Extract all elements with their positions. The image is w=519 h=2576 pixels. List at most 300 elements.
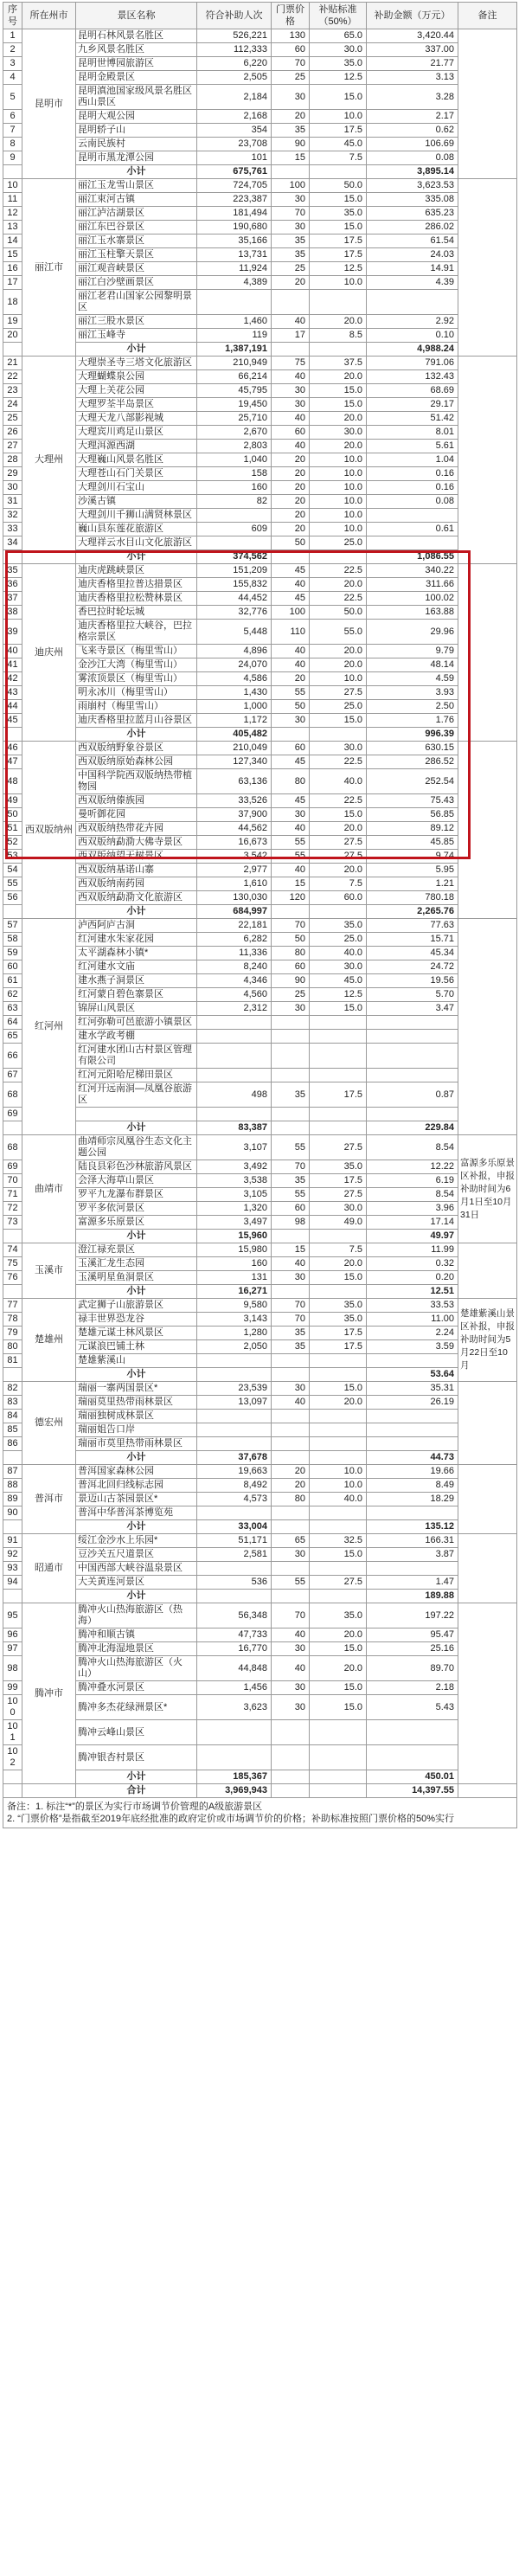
amount-cell: 5.61: [367, 440, 458, 453]
table-row: [3, 57, 517, 71]
price-cell: 80: [272, 947, 310, 960]
subtotal-visitors: 675,761: [197, 165, 272, 179]
row-index: 98: [3, 1656, 22, 1681]
price-cell: 50: [272, 536, 310, 550]
row-index: 80: [3, 1340, 22, 1354]
total-label: 合计: [76, 1784, 197, 1798]
row-index: 83: [3, 1396, 22, 1410]
amount-cell: 0.08: [367, 151, 458, 165]
table-row: [3, 412, 517, 426]
price-cell: 45: [272, 564, 310, 578]
visitors-cell: 11,336: [197, 947, 272, 960]
amount-cell: 5.70: [367, 988, 458, 1002]
table-row: [3, 769, 517, 794]
subtotal-visitors: 374,562: [197, 550, 272, 564]
price-cell: 35: [272, 1327, 310, 1340]
scenic-name: 大理蝴蝶泉公园: [76, 370, 197, 384]
standard-cell: 35.0: [310, 57, 367, 71]
scenic-name: 巍山县东莲花旅游区: [76, 523, 197, 536]
scenic-name: 玉溪汇龙生态园: [76, 1257, 197, 1271]
header-subsidy-standard: 补贴标准（50%）: [310, 3, 367, 29]
remark-cell: [458, 179, 517, 357]
standard-cell: 30.0: [310, 1202, 367, 1216]
amount-cell: 26.19: [367, 1396, 458, 1410]
subtotal-visitors: 83,387: [197, 1121, 272, 1135]
amount-cell: [367, 1108, 458, 1121]
table-row: [3, 1656, 517, 1681]
standard-cell: 25.0: [310, 700, 367, 714]
table-row: [3, 620, 517, 645]
amount-cell: 311.66: [367, 578, 458, 592]
row-index: 27: [3, 440, 22, 453]
table-row: [3, 262, 517, 276]
standard-cell: [310, 1506, 367, 1520]
subtotal-blank: [272, 1770, 310, 1784]
row-index: 79: [3, 1327, 22, 1340]
price-cell: 20: [272, 1479, 310, 1493]
standard-cell: 15.0: [310, 1271, 367, 1285]
amount-cell: 77.63: [367, 919, 458, 933]
amount-cell: 8.54: [367, 1135, 458, 1160]
scenic-name: 大理剑川千狮山满贤林景区: [76, 509, 197, 523]
price-cell: 30: [272, 714, 310, 728]
table-row: [3, 1720, 517, 1745]
scenic-name: 罗平九龙瀑布群景区: [76, 1188, 197, 1202]
subtotal-row: [3, 1285, 517, 1299]
amount-cell: [367, 1044, 458, 1069]
price-cell: 40: [272, 822, 310, 836]
table-row: [3, 755, 517, 769]
city-cell: 曲靖市: [22, 1135, 76, 1243]
standard-cell: 40.0: [310, 769, 367, 794]
table-row: [3, 919, 517, 933]
row-index: 77: [3, 1299, 22, 1313]
amount-cell: 335.08: [367, 193, 458, 207]
row-index: 10: [3, 179, 22, 193]
visitors-cell: 6,220: [197, 57, 272, 71]
scenic-name: 西双版纳勐泐大佛寺景区: [76, 836, 197, 850]
scenic-name: 丽江老君山国家公园黎明景区: [76, 290, 197, 315]
subtotal-label: 小计: [76, 1451, 197, 1465]
visitors-cell: 2,050: [197, 1340, 272, 1354]
standard-cell: [310, 290, 367, 315]
header-row: [3, 3, 517, 29]
table-row: [3, 1299, 517, 1313]
price-cell: 130: [272, 29, 310, 43]
standard-cell: 50.0: [310, 179, 367, 193]
amount-cell: [367, 1745, 458, 1770]
subtotal-amount: 49.97: [367, 1230, 458, 1243]
row-index: 6: [3, 110, 22, 124]
scenic-name: 丽江玉柱擎天景区: [76, 248, 197, 262]
standard-cell: 55.0: [310, 620, 367, 645]
visitors-cell: 181,494: [197, 207, 272, 221]
amount-cell: 1.21: [367, 877, 458, 891]
amount-cell: 48.14: [367, 658, 458, 672]
price-cell: 40: [272, 1628, 310, 1642]
amount-cell: 2.18: [367, 1681, 458, 1695]
subtotal-label: 小计: [76, 728, 197, 742]
subtotal-blank: [272, 1520, 310, 1534]
visitors-cell: 33,526: [197, 794, 272, 808]
price-cell: [272, 1069, 310, 1082]
amount-cell: 8.01: [367, 426, 458, 440]
scenic-name: 雨崩村（梅里雪山）: [76, 700, 197, 714]
standard-cell: [310, 1044, 367, 1069]
amount-cell: 45.85: [367, 836, 458, 850]
subtotal-label: 小计: [76, 165, 197, 179]
subtotal-label: 小计: [76, 343, 197, 357]
visitors-cell: 45,795: [197, 384, 272, 398]
subtotal-visitors: 37,678: [197, 1451, 272, 1465]
subtotal-blank: [310, 1285, 367, 1299]
subtotal-blank: [310, 728, 367, 742]
visitors-cell: 609: [197, 523, 272, 536]
amount-cell: 2.50: [367, 700, 458, 714]
row-index: 82: [3, 1382, 22, 1396]
row-index: 22: [3, 370, 22, 384]
subtotal-blank: [3, 1590, 22, 1603]
row-index: 96: [3, 1628, 22, 1642]
standard-cell: 45.0: [310, 138, 367, 151]
subtotal-row: [3, 550, 517, 564]
row-index: 91: [3, 1534, 22, 1548]
table-row: [3, 672, 517, 686]
row-index: 56: [3, 891, 22, 905]
visitors-cell: 2,168: [197, 110, 272, 124]
subtotal-blank: [272, 1368, 310, 1382]
subtotal-amount: 3,895.14: [367, 165, 458, 179]
table-row: [3, 645, 517, 658]
standard-cell: 7.5: [310, 1243, 367, 1257]
price-cell: [272, 1016, 310, 1030]
subtotal-amount: 4,988.24: [367, 343, 458, 357]
visitors-cell: 1,280: [197, 1327, 272, 1340]
amount-cell: 4.59: [367, 672, 458, 686]
amount-cell: [367, 1354, 458, 1368]
scenic-name: 元谋浪巴铺土林: [76, 1340, 197, 1354]
table-row: [3, 974, 517, 988]
scenic-name: 西双版纳望天树景区: [76, 850, 197, 864]
subtotal-visitors: 185,367: [197, 1770, 272, 1784]
table-row: [3, 1548, 517, 1562]
standard-cell: 15.0: [310, 193, 367, 207]
standard-cell: 35.0: [310, 1299, 367, 1313]
table-row: [3, 822, 517, 836]
table-row: [3, 357, 517, 370]
subtotal-blank: [310, 1590, 367, 1603]
visitors-cell: 13,731: [197, 248, 272, 262]
standard-cell: 17.5: [310, 1327, 367, 1340]
standard-cell: [310, 1410, 367, 1423]
row-index: 34: [3, 536, 22, 550]
table-row: [3, 329, 517, 343]
scenic-name: 红河建水团山古村景区管理有限公司: [76, 1044, 197, 1069]
standard-cell: 30.0: [310, 43, 367, 57]
price-cell: 30: [272, 193, 310, 207]
subtotal-row: [3, 1121, 517, 1135]
row-index: 89: [3, 1493, 22, 1506]
visitors-cell: 37,900: [197, 808, 272, 822]
scenic-name: 雾浓顶景区（梅里雪山）: [76, 672, 197, 686]
price-cell: [272, 1044, 310, 1069]
standard-cell: 10.0: [310, 276, 367, 290]
price-cell: 20: [272, 523, 310, 536]
row-index: 20: [3, 329, 22, 343]
standard-cell: 20.0: [310, 658, 367, 672]
row-index: 68: [3, 1135, 22, 1160]
table-row: [3, 742, 517, 755]
header-visitors: 符合补助人次: [197, 3, 272, 29]
visitors-cell: 44,848: [197, 1656, 272, 1681]
table-row: [3, 536, 517, 550]
amount-cell: 35.31: [367, 1382, 458, 1396]
subtotal-visitors: 405,482: [197, 728, 272, 742]
price-cell: 60: [272, 426, 310, 440]
scenic-name: 曲靖师宗凤凰谷生态文化主题公园: [76, 1135, 197, 1160]
subtotal-amount: 189.88: [367, 1590, 458, 1603]
subtotal-visitors: 684,997: [197, 905, 272, 919]
subtotal-blank: [310, 1368, 367, 1382]
standard-cell: [310, 1016, 367, 1030]
table-row: [3, 1396, 517, 1410]
scenic-name: 武定狮子山旅游景区: [76, 1299, 197, 1313]
visitors-cell: 158: [197, 467, 272, 481]
price-cell: 40: [272, 370, 310, 384]
visitors-cell: 2,184: [197, 85, 272, 110]
subtotal-blank: [272, 1285, 310, 1299]
price-cell: 35: [272, 234, 310, 248]
table-row: [3, 179, 517, 193]
price-cell: [272, 1108, 310, 1121]
scenic-name: 红河开远南洞—凤凰谷旅游区: [76, 1082, 197, 1108]
amount-cell: 0.16: [367, 481, 458, 495]
visitors-cell: 1,172: [197, 714, 272, 728]
visitors-cell: 155,832: [197, 578, 272, 592]
row-index: 90: [3, 1506, 22, 1520]
table-row: [3, 850, 517, 864]
subtotal-blank: [3, 1230, 22, 1243]
scenic-name: 迪庆香格里拉大峡谷，巴拉格宗景区: [76, 620, 197, 645]
price-cell: 55: [272, 1576, 310, 1590]
standard-cell: 8.5: [310, 329, 367, 343]
standard-cell: 15.0: [310, 1548, 367, 1562]
visitors-cell: 3,492: [197, 1160, 272, 1174]
visitors-cell: [197, 290, 272, 315]
standard-cell: 15.0: [310, 1681, 367, 1695]
standard-cell: 27.5: [310, 1576, 367, 1590]
subtotal-blank: [272, 1230, 310, 1243]
row-index: 35: [3, 564, 22, 578]
standard-cell: 15.0: [310, 1642, 367, 1656]
amount-cell: 95.47: [367, 1628, 458, 1642]
remark-cell: 富源多乐原景区补报，申报补助时间为6月1日至10月31日: [458, 1135, 517, 1243]
scenic-name: 红河弥勒可邑旅游小镇景区: [76, 1016, 197, 1030]
scenic-name: 绥江金沙水上乐园*: [76, 1534, 197, 1548]
scenic-name: 中国西部大峡谷温泉景区: [76, 1562, 197, 1576]
scenic-name: 红河蒙自碧色寨景区: [76, 988, 197, 1002]
price-cell: 20: [272, 495, 310, 509]
amount-cell: 0.10: [367, 329, 458, 343]
amount-cell: 166.31: [367, 1534, 458, 1548]
standard-cell: 12.5: [310, 262, 367, 276]
row-index: 52: [3, 836, 22, 850]
amount-cell: 106.69: [367, 138, 458, 151]
table-row: [3, 1603, 517, 1628]
amount-cell: [367, 1506, 458, 1520]
row-index: 58: [3, 933, 22, 947]
row-index: 24: [3, 398, 22, 412]
amount-cell: 12.22: [367, 1160, 458, 1174]
amount-cell: 3.96: [367, 1202, 458, 1216]
amount-cell: 15.71: [367, 933, 458, 947]
standard-cell: 10.0: [310, 495, 367, 509]
visitors-cell: 24,070: [197, 658, 272, 672]
subtotal-label: 小计: [76, 1230, 197, 1243]
amount-cell: [367, 536, 458, 550]
row-index: 69: [3, 1108, 22, 1121]
scenic-name: 西双版纳傣族园: [76, 794, 197, 808]
subtotal-label: 小计: [76, 1770, 197, 1784]
scenic-name: 瑞丽莫里热带雨林景区: [76, 1396, 197, 1410]
scenic-name: 丽江束河古镇: [76, 193, 197, 207]
amount-cell: [367, 1030, 458, 1044]
table-row: [3, 1069, 517, 1082]
amount-cell: 14.91: [367, 262, 458, 276]
table-row: [3, 1174, 517, 1188]
subsidy-table: [3, 2, 517, 1828]
table-row: [3, 1082, 517, 1108]
amount-cell: 29.17: [367, 398, 458, 412]
standard-cell: [310, 1562, 367, 1576]
visitors-cell: 44,562: [197, 822, 272, 836]
row-index: 16: [3, 262, 22, 276]
visitors-cell: 25,710: [197, 412, 272, 426]
amount-cell: 4.39: [367, 276, 458, 290]
row-index: 93: [3, 1562, 22, 1576]
price-cell: 25: [272, 71, 310, 85]
amount-cell: 3,623.53: [367, 179, 458, 193]
visitors-cell: 8,492: [197, 1479, 272, 1493]
scenic-name: 普洱中华普洱茶博览苑: [76, 1506, 197, 1520]
city-cell: 腾冲市: [22, 1603, 76, 1784]
price-cell: 40: [272, 645, 310, 658]
subtotal-blank: [310, 1520, 367, 1534]
visitors-cell: 1,610: [197, 877, 272, 891]
scenic-name: 大理洱源西湖: [76, 440, 197, 453]
subtotal-visitors: 33,004: [197, 1520, 272, 1534]
row-index: 43: [3, 686, 22, 700]
remark-cell: [458, 357, 517, 564]
subtotal-row: [3, 1590, 517, 1603]
visitors-cell: 11,924: [197, 262, 272, 276]
visitors-cell: 51,171: [197, 1534, 272, 1548]
standard-cell: [310, 1354, 367, 1368]
table-row: [3, 110, 517, 124]
subtotal-blank: [310, 1121, 367, 1135]
table-row: [3, 193, 517, 207]
price-cell: 40: [272, 864, 310, 877]
scenic-name: 陆良县彩色沙林旅游风景区: [76, 1160, 197, 1174]
price-cell: 35: [272, 1340, 310, 1354]
scenic-name: 飞来寺景区（梅里雪山）: [76, 645, 197, 658]
visitors-cell: 19,663: [197, 1465, 272, 1479]
scenic-name: 澄江禄充景区: [76, 1243, 197, 1257]
row-index: 67: [3, 1069, 22, 1082]
price-cell: 40: [272, 412, 310, 426]
visitors-cell: [197, 1506, 272, 1520]
scenic-name: 迪庆香格里拉普达措景区: [76, 578, 197, 592]
amount-cell: 11.99: [367, 1243, 458, 1257]
subtotal-blank: [3, 1368, 22, 1382]
amount-cell: 51.42: [367, 412, 458, 426]
remark-cell: [458, 1465, 517, 1534]
standard-cell: 40.0: [310, 947, 367, 960]
table-row: [3, 1642, 517, 1656]
table-row: [3, 1410, 517, 1423]
price-cell: 70: [272, 1313, 310, 1327]
row-index: 33: [3, 523, 22, 536]
visitors-cell: 66,214: [197, 370, 272, 384]
amount-cell: 5.43: [367, 1695, 458, 1720]
scenic-name: 昆明金殿景区: [76, 71, 197, 85]
price-cell: 40: [272, 578, 310, 592]
standard-cell: 22.5: [310, 592, 367, 606]
standard-cell: 40.0: [310, 1493, 367, 1506]
price-cell: 75: [272, 357, 310, 370]
scenic-name: 迪庆香格里拉蓝月山谷景区: [76, 714, 197, 728]
visitors-cell: 4,586: [197, 672, 272, 686]
header-ticket-price: 门票价格: [272, 3, 310, 29]
price-cell: 90: [272, 974, 310, 988]
scenic-name: 丽江东巴谷景区: [76, 221, 197, 234]
amount-cell: 25.16: [367, 1642, 458, 1656]
scenic-name: 红河建水文庙: [76, 960, 197, 974]
table-row: [3, 1216, 517, 1230]
price-cell: 110: [272, 620, 310, 645]
table-row: [3, 1030, 517, 1044]
table-row: [3, 1340, 517, 1354]
price-cell: 98: [272, 1216, 310, 1230]
table-row: [3, 248, 517, 262]
table-row: [3, 370, 517, 384]
amount-cell: 19.56: [367, 974, 458, 988]
amount-cell: 3.59: [367, 1340, 458, 1354]
table-row: [3, 453, 517, 467]
subtotal-label: 小计: [76, 1121, 197, 1135]
row-index: 100: [3, 1695, 22, 1720]
standard-cell: [310, 1108, 367, 1121]
visitors-cell: 4,389: [197, 276, 272, 290]
row-index: 51: [3, 822, 22, 836]
standard-cell: [310, 1745, 367, 1770]
standard-cell: 17.5: [310, 234, 367, 248]
amount-cell: [367, 1423, 458, 1437]
table-row: [3, 1016, 517, 1030]
amount-cell: 68.69: [367, 384, 458, 398]
price-cell: 70: [272, 207, 310, 221]
subtotal-amount: 2,265.76: [367, 905, 458, 919]
subtotal-blank: [310, 343, 367, 357]
remark-cell: 楚雄紫溪山景区补报，申报补助时间为5月22日至10月: [458, 1299, 517, 1382]
row-index: 28: [3, 453, 22, 467]
visitors-cell: 56,348: [197, 1603, 272, 1628]
scenic-name: 昆明轿子山: [76, 124, 197, 138]
price-cell: 35: [272, 1082, 310, 1108]
amount-cell: 6.19: [367, 1174, 458, 1188]
remark-cell: [458, 1243, 517, 1299]
scenic-name: 大理剑川石宝山: [76, 481, 197, 495]
